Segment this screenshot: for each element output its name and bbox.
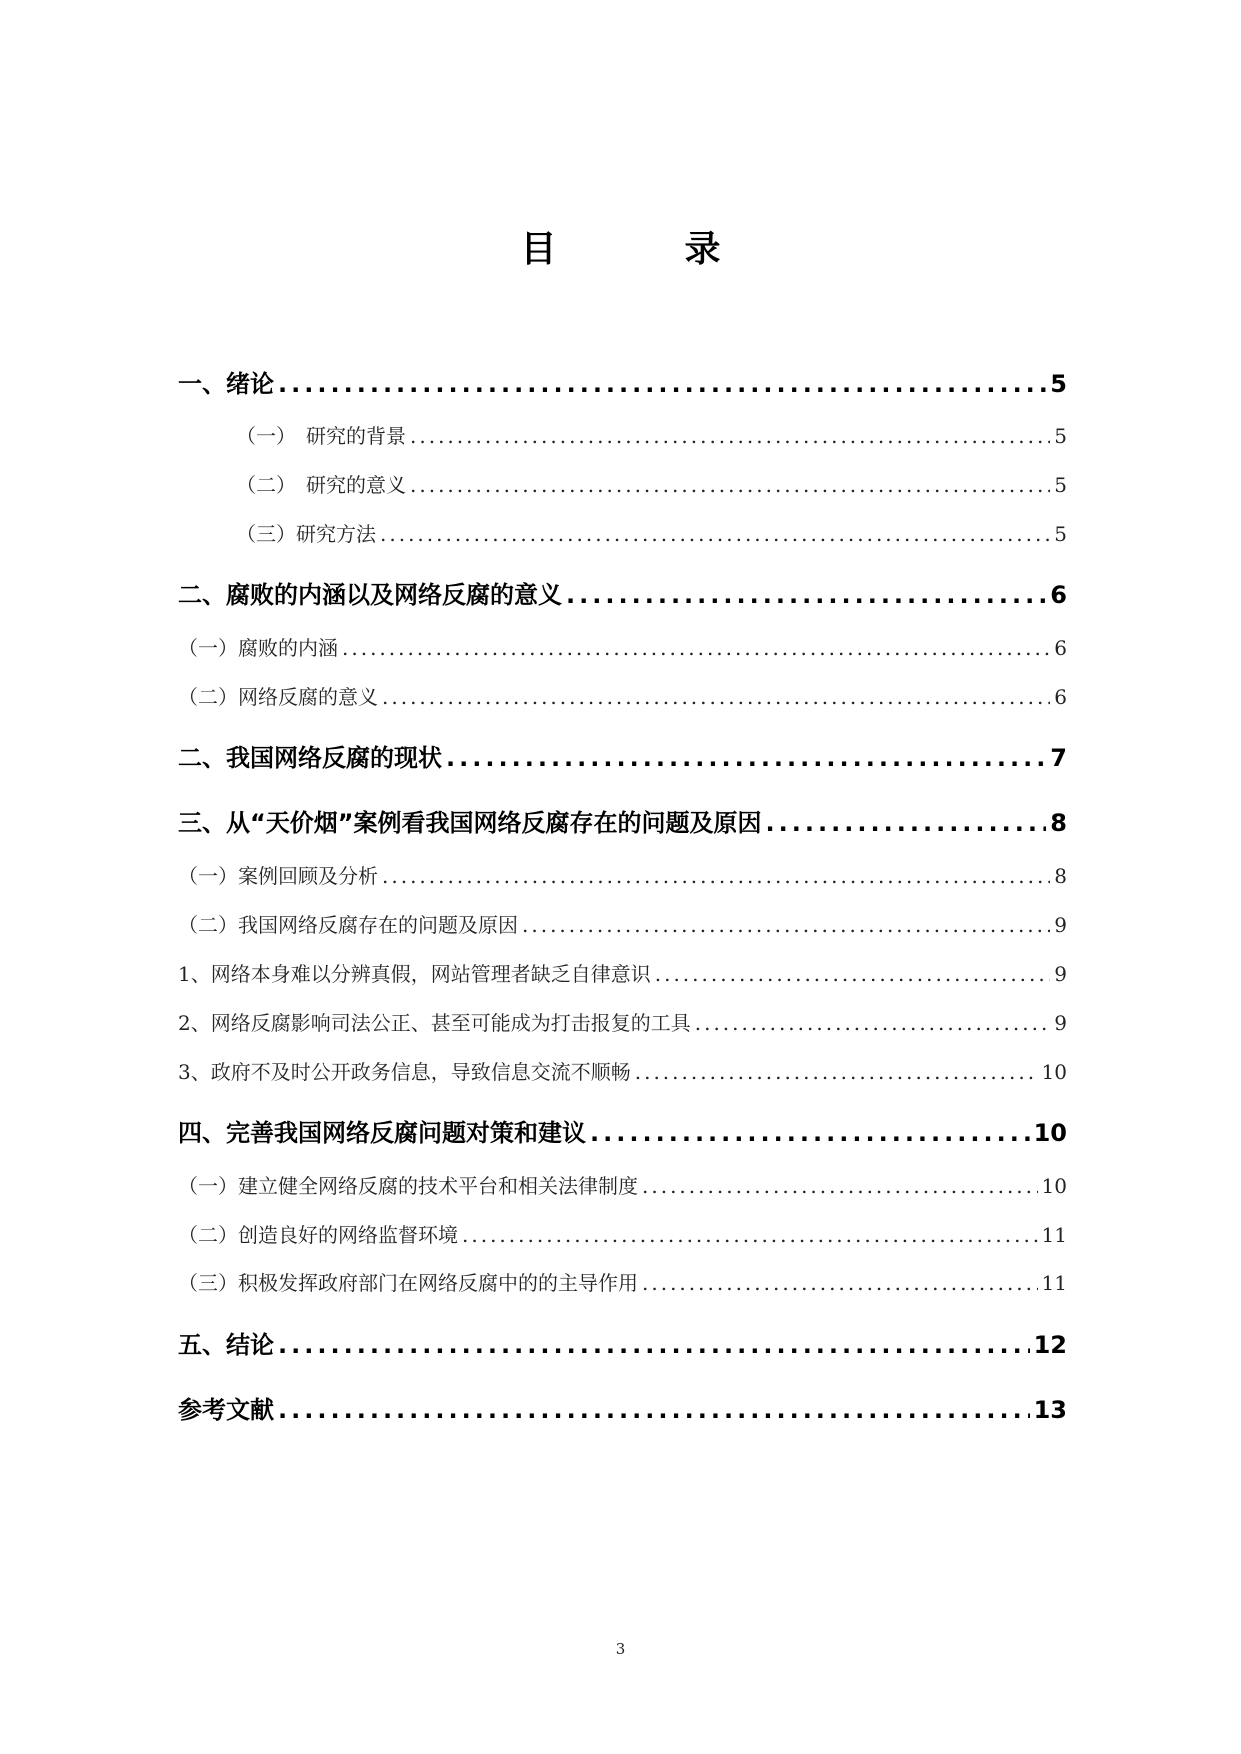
toc-entry-label: 四、完善我国网络反腐问题对策和建议 xyxy=(178,1119,586,1147)
toc-entry-page: 11 xyxy=(1041,1271,1067,1295)
toc-entry-page: 9 xyxy=(1054,1011,1067,1035)
toc-entry-label: （三）积极发挥政府部门在网络反腐中的的主导作用 xyxy=(178,1271,638,1295)
toc-entry-4-2-1[interactable] xyxy=(178,959,1067,989)
toc-entry-1-3[interactable] xyxy=(236,519,1067,549)
toc-dot-leader xyxy=(382,682,1050,712)
toc-entry-label: 二、我国网络反腐的现状 xyxy=(178,744,442,772)
toc-entry-label: 参考文献 xyxy=(178,1396,274,1424)
toc-entry-5-1[interactable] xyxy=(178,1171,1067,1201)
toc-dot-leader xyxy=(766,806,1047,840)
toc-dot-leader xyxy=(462,1220,1038,1250)
toc-dot-leader xyxy=(642,1171,1038,1201)
toc-entry-page: 11 xyxy=(1041,1223,1067,1247)
toc-entry-label: （一）案例回顾及分析 xyxy=(178,864,378,888)
toc-entry-1[interactable] xyxy=(178,367,1067,401)
toc-entry-2-2[interactable] xyxy=(178,682,1067,712)
toc-entry-label: （一）建立健全网络反腐的技术平台和相关法律制度 xyxy=(178,1174,638,1198)
toc-entry-label: （一） 研究的背景 xyxy=(236,424,406,448)
toc-entry-label: 三、从“天价烟”案例看我国网络反腐存在的问题及原因 xyxy=(178,809,762,837)
toc-entry-2[interactable] xyxy=(178,578,1067,612)
footer-page-number: 3 xyxy=(615,1640,626,1658)
toc-entry-label: （一）腐败的内涵 xyxy=(178,636,338,660)
toc-dot-leader xyxy=(522,910,1050,940)
toc-entry-3[interactable] xyxy=(178,741,1067,775)
toc-entry-1-1[interactable] xyxy=(236,421,1067,451)
toc-dot-leader xyxy=(380,519,1050,549)
toc-entry-2-1[interactable] xyxy=(178,633,1067,663)
toc-title: 目 录 xyxy=(520,229,767,270)
toc-entry-page: 13 xyxy=(1033,1396,1067,1424)
toc-entry-label: （二）网络反腐的意义 xyxy=(178,685,378,709)
toc-dot-leader xyxy=(590,1116,1030,1150)
toc-entry-page: 5 xyxy=(1054,424,1067,448)
toc-entry-6[interactable] xyxy=(178,1328,1067,1362)
toc-dot-leader xyxy=(642,1268,1038,1298)
toc-entry-references[interactable] xyxy=(178,1393,1067,1427)
toc-dot-leader xyxy=(278,367,1046,401)
toc-entry-label: 一、绪论 xyxy=(178,370,274,398)
toc-entry-4-2-2[interactable] xyxy=(178,1008,1067,1038)
toc-entry-label: 二、腐败的内涵以及网络反腐的意义 xyxy=(178,581,562,609)
toc-dot-leader xyxy=(695,1008,1051,1038)
toc-entry-4-2[interactable] xyxy=(178,910,1067,940)
toc-entry-page: 5 xyxy=(1050,370,1067,398)
toc-entry-4-2-3[interactable] xyxy=(178,1057,1067,1087)
toc-entry-page: 12 xyxy=(1033,1331,1067,1359)
toc-dot-leader xyxy=(410,421,1050,451)
toc-entry-4-1[interactable] xyxy=(178,861,1067,891)
toc-dot-leader xyxy=(382,861,1050,891)
toc-entry-page: 8 xyxy=(1054,864,1067,888)
toc-entry-label: 五、结论 xyxy=(178,1331,274,1359)
toc-entry-page: 9 xyxy=(1054,962,1067,986)
toc-entry-page: 6 xyxy=(1054,685,1067,709)
toc-dot-leader xyxy=(410,470,1050,500)
toc-entry-page: 6 xyxy=(1054,636,1067,660)
toc-entry-5-2[interactable] xyxy=(178,1220,1067,1250)
toc-entry-5[interactable] xyxy=(178,1116,1067,1150)
toc-entry-1-2[interactable] xyxy=(236,470,1067,500)
toc-entry-5-3[interactable] xyxy=(178,1268,1067,1298)
toc-entry-label: （二） 研究的意义 xyxy=(236,473,406,497)
toc-dot-leader xyxy=(278,1393,1030,1427)
toc-entry-label: （三）研究方法 xyxy=(236,522,376,546)
toc-entry-label: （二）创造良好的网络监督环境 xyxy=(178,1223,458,1247)
toc-entry-page: 10 xyxy=(1041,1174,1067,1198)
toc-dot-leader xyxy=(566,578,1046,612)
toc-entry-page: 9 xyxy=(1054,913,1067,937)
toc-dot-leader xyxy=(278,1328,1030,1362)
toc-dot-leader xyxy=(655,959,1051,989)
toc-dot-leader xyxy=(635,1057,1038,1087)
toc-entry-label: 1、网络本身难以分辨真假，网站管理者缺乏自律意识 xyxy=(178,962,651,986)
toc-entry-page: 6 xyxy=(1050,581,1067,609)
toc-dot-leader xyxy=(446,741,1046,775)
toc-entry-4[interactable] xyxy=(178,806,1067,840)
toc-entry-page: 5 xyxy=(1054,522,1067,546)
toc-entry-label: 3、政府不及时公开政务信息，导致信息交流不顺畅 xyxy=(178,1060,631,1084)
toc-entry-label: （二）我国网络反腐存在的问题及原因 xyxy=(178,913,518,937)
toc-entry-page: 7 xyxy=(1050,744,1067,772)
toc-entry-page: 10 xyxy=(1041,1060,1067,1084)
toc-entry-page: 5 xyxy=(1054,473,1067,497)
toc-entry-page: 10 xyxy=(1033,1119,1067,1147)
toc-dot-leader xyxy=(342,633,1050,663)
toc-entry-label: 2、网络反腐影响司法公正、甚至可能成为打击报复的工具 xyxy=(178,1011,691,1035)
toc-entry-page: 8 xyxy=(1050,809,1067,837)
